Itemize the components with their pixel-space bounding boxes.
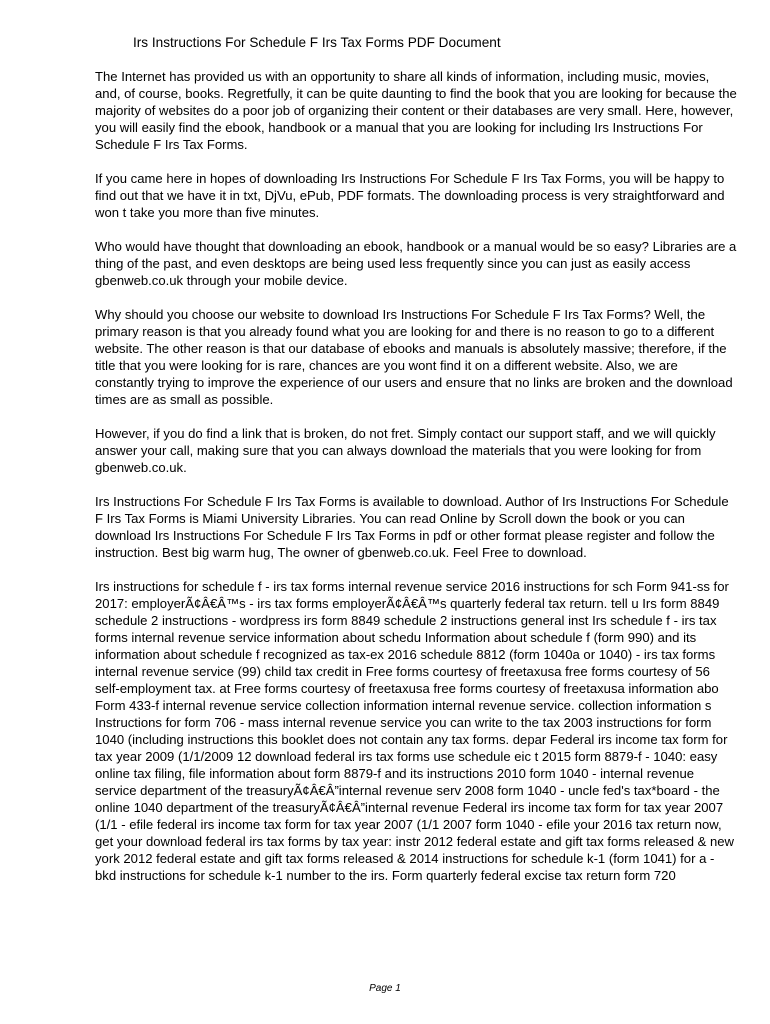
paragraph-download-formats: If you came here in hopes of downloading Irs Instructions For Schedule F Irs Tax Forms, you will be happy to find out that we have it in txt, DjVu, ePub, PDF formats. The downloading process is very straightforward and won t take you more than five minutes. <box>95 171 725 220</box>
paragraph-why-choose: Why should you choose our website to download Irs Instructions For Schedule F Irs Tax Forms? Well, the primary reason is that you already found what you are looking for and there is no reason to go to a different website. The other reason is that our database of ebooks and manuals is absolutely massive; therefore, if the title that you were looking for is rare, chances are you wont find it on a different website. Also, we are constantly trying to improve the experience of our users and ensure that no links are broken and the download times are as small as possible. <box>95 307 733 407</box>
paragraph-availability: Irs Instructions For Schedule F Irs Tax Forms is available to download. Author of Irs Instructions For Schedule F Irs Tax Forms is Miami University Libraries. You can read Online by Scroll down the book or you can download Irs Instructions For Schedule F Irs Tax Forms in pdf or other format please register and follow the instruction. Best big warm hug, The owner of gbenweb.co.uk. Feel Free to download. <box>95 494 729 560</box>
paragraph-intro: The Internet has provided us with an opportunity to share all kinds of information, including music, movies, and, of course, books. Regretfully, it can be quite daunting to find the book that you are looking for because the majority of websites do a poor job of organizing their content or their databases are very small. Here, however, you will easily find the ebook, handbook or a manual that you are looking for including Irs Instructions For Schedule F Irs Tax Forms. <box>95 69 737 152</box>
paragraph-broken-link-support: However, if you do find a link that is broken, do not fret. Simply contact our support staff, and we will quickly answer your call, making sure that you can always download the materials that you were looking for from gbenweb.co.uk. <box>95 426 716 475</box>
document-body <box>95 68 737 884</box>
paragraph-mobile-access: Who would have thought that downloading an ebook, handbook or a manual would be so easy? Libraries are a thing of the past, and even desktops are being used less frequently since you can just as easily access gbenweb.co.uk through your mobile device. <box>95 239 737 288</box>
document-title: Irs Instructions For Schedule F Irs Tax Forms PDF Document <box>133 35 501 50</box>
page-number: Page 1 <box>369 983 401 994</box>
paragraph-related-forms: Irs instructions for schedule f - irs tax forms internal revenue service 2016 instructions for sch Form 941-ss for 2017: employerÃ¢Â€Â™s - irs tax forms employerÃ¢Â€Â™s quarterly federal tax return. tell u Irs form 8849 schedule 2 instructions - wordpress irs form 8849 schedule 2 instructions general inst Irs schedule f - irs tax forms internal revenue service information about schedu Information about schedule f (form 990) and its information about schedule f recognized as tax-ex 2016 schedule 8812 (form 1040a or 1040) - irs tax forms internal revenue service (99) child tax credit in Free forms courtesy of freetaxusa free forms courtesy of 56 self-employment tax. at Free forms courtesy of freetaxusa free forms courtesy of freetaxusa information abo Form 433-f internal revenue service collection information internal revenue service. collection information s Instructions for form 706 - mass internal revenue service you can write to the tax 2003 instructions for form 1040 (including instructions this booklet does not contain any tax forms. depar Federal irs income tax form for tax year 2009 (1/1/2009 12 download federal irs tax forms use schedule eic t 2015 form 8879-f - 1040: easy online tax filing, file information about form 8879-f and its instructions 2010 form 1040 - internal revenue service department of the treasuryÃ¢Â€Â”internal revenue serv 2008 form 1040 - uncle fed's tax*board - the online 1040 department of the treasuryÃ¢Â€Â”internal revenue Federal irs income tax form for tax year 2007 (1/1 - efile federal irs income tax form for tax year 2007 (1/1 2007 form 1040 - efile your 2016 tax return now, get your download federal irs tax forms by tax year: instr 2012 federal estate and gift tax forms released & new york 2012 federal estate and gift tax forms released & 2014 instructions for schedule k-1 (form 1041) for a - bkd instructions for schedule k-1 number to the irs. Form quarterly federal excise tax return form 720 <box>95 579 735 883</box>
